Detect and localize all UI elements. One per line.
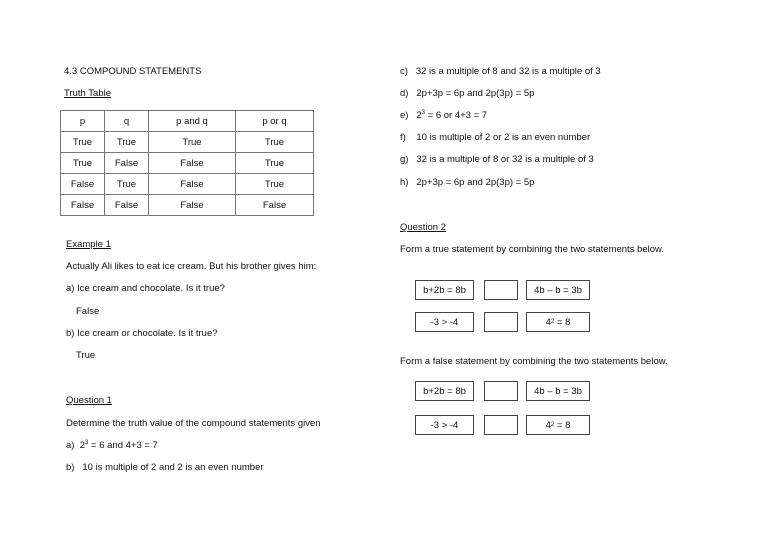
item-text: 2p+3p = 6p and 2p(3p) = 5p <box>416 88 535 99</box>
table-cell: True <box>149 132 236 153</box>
statement-box-left-2: -3 > -4 <box>415 415 474 435</box>
question1-heading: Question 1 <box>66 395 112 406</box>
example1-question-b: b) Ice cream or chocolate. Is it true? <box>66 328 218 339</box>
truth-table <box>60 110 314 216</box>
item-label: f) <box>400 132 406 143</box>
table-cell: True <box>105 132 149 153</box>
table-cell: False <box>149 174 236 195</box>
table-row <box>61 195 314 216</box>
section-title: 4.3 COMPOUND STATEMENTS <box>64 66 202 77</box>
item-text: 10 is multiple of 2 or 2 is an even number <box>416 132 591 143</box>
item-label: c) <box>400 66 408 77</box>
truth-table-heading: Truth Table <box>64 88 111 99</box>
table-cell: True <box>61 132 105 153</box>
example1-answer-a: False <box>76 306 100 317</box>
header-q: q <box>105 111 149 132</box>
table-row <box>61 153 314 174</box>
question1-item-g <box>400 154 594 165</box>
statement-box-right-1: 4b – b = 3b <box>526 381 590 401</box>
table-row <box>61 174 314 195</box>
table-cell: True <box>236 132 314 153</box>
header-p-and-q: p and q <box>149 111 236 132</box>
box-base: 4 <box>545 316 551 328</box>
statement-box-right-2: 4 2 = 8 <box>526 415 590 435</box>
example1-question-a: a) Ice cream and chocolate. Is it true? <box>66 283 225 294</box>
statement-box-right-2: 4 2 = 8 <box>526 312 590 332</box>
table-cell: False <box>149 195 236 216</box>
header-p: p <box>61 111 105 132</box>
statement-box-left-1: b+2b = 8b <box>415 280 474 300</box>
box-text: = 8 <box>554 419 571 431</box>
item-label: a) <box>66 440 75 451</box>
answer-box[interactable] <box>484 381 518 401</box>
item-exponent: 3 <box>85 439 89 446</box>
question1-instruction: Determine the truth value of the compound statements given <box>66 418 321 429</box>
item-base: 2 <box>79 440 86 451</box>
item-exponent: 3 <box>421 109 426 116</box>
item-text: 32 is a multiple of 8 or 32 is a multiple of 3 <box>416 154 594 165</box>
answer-box[interactable] <box>484 280 518 300</box>
answer-box[interactable] <box>484 415 518 435</box>
table-cell: True <box>236 153 314 174</box>
question1-item-e <box>400 110 487 121</box>
question2-heading: Question 2 <box>400 222 446 233</box>
item-label: d) <box>400 88 409 99</box>
table-header-row <box>61 111 314 132</box>
question1-item-b <box>66 462 264 473</box>
header-p-or-q: p or q <box>236 111 314 132</box>
table-cell: False <box>236 195 314 216</box>
example1-answer-b: True <box>76 350 96 361</box>
table-cell: False <box>61 195 105 216</box>
table-cell: False <box>105 153 149 174</box>
item-label: h) <box>400 177 409 188</box>
item-label: e) <box>400 110 409 121</box>
table-row <box>61 132 314 153</box>
question1-item-h <box>400 177 534 188</box>
question1-item-d <box>400 88 534 99</box>
example1-intro: Actually Ali likes to eat ice cream. But his brother gives him: <box>66 261 317 272</box>
item-text: 10 is multiple of 2 and 2 is an even number <box>82 462 264 473</box>
item-text: 32 is a multiple of 8 and 32 is a multiple of 3 <box>415 66 601 77</box>
item-text: = 6 and 4+3 = 7 <box>88 440 158 451</box>
item-text: = 6 or 4+3 = 7 <box>425 110 488 121</box>
table-cell: False <box>61 174 105 195</box>
table-cell: True <box>61 153 105 174</box>
table-cell: True <box>236 174 314 195</box>
question2-false-instruction: Form a false statement by combining the two statements below. <box>400 356 668 367</box>
statement-box-left-2: -3 > -4 <box>415 312 474 332</box>
question1-item-c <box>400 66 601 77</box>
question1-item-a <box>66 440 158 451</box>
box-base: 4 <box>545 419 551 431</box>
statement-box-left-1: b+2b = 8b <box>415 381 474 401</box>
table-cell: False <box>105 195 149 216</box>
item-text: 2p+3p = 6p and 2p(3p) = 5p <box>416 177 535 188</box>
statement-box-right-1: 4b – b = 3b <box>526 280 590 300</box>
table-cell: True <box>105 174 149 195</box>
item-label: g) <box>400 154 409 165</box>
item-label: b) <box>66 462 75 473</box>
question1-item-f <box>400 132 590 143</box>
question2-true-instruction: Form a true statement by combining the two statements below. <box>400 244 665 255</box>
item-base: 2 <box>416 110 422 121</box>
box-text: = 8 <box>554 316 571 328</box>
answer-box[interactable] <box>484 312 518 332</box>
table-cell: False <box>149 153 236 174</box>
example1-heading: Example 1 <box>66 239 111 250</box>
